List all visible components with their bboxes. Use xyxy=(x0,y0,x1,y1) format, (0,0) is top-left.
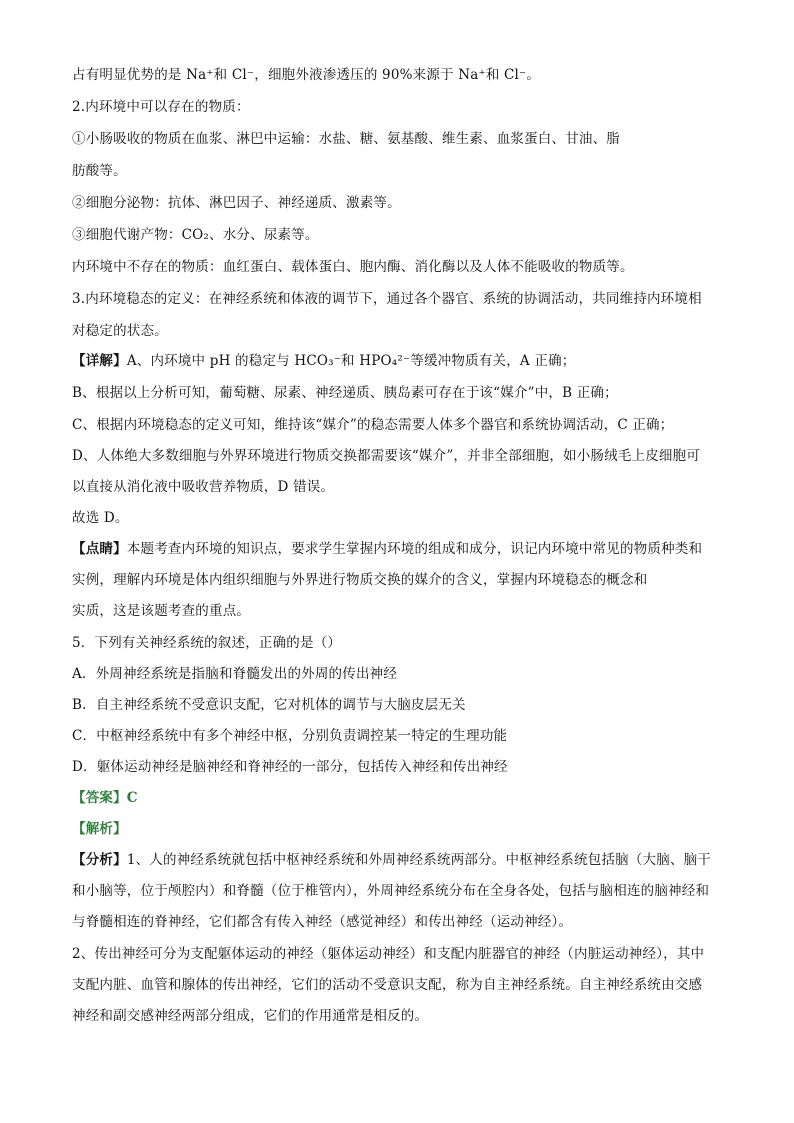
text-line: B、根据以上分析可知，葡萄糖、尿素、神经递质、胰岛素可存在于该“媒介”中，B 正确； xyxy=(72,385,618,401)
detail-line xyxy=(72,352,575,370)
option-a: A．外周神经系统是指脑和脊髓发出的外周的传出神经 xyxy=(72,666,398,682)
text-line: 实例，理解内环境是体内组织细胞与外界进行物质交换的媒介的含义，掌握内环境稳态的概念和 xyxy=(72,572,648,588)
text-line: 与脊髓相连的脊神经，它们都含有传入神经（感觉神经）和传出神经（运动神经）。 xyxy=(72,914,573,930)
text-line: ①小肠吸收的物质在血浆、淋巴中运输：水盐、糖、氨基酸、维生素、血浆蛋白、甘油、脂 xyxy=(72,131,620,147)
analysis-text: 1、人的神经系统就包括中枢神经系统和外周神经系统两部分。中枢神经系统包括脑（大脑、脑干 xyxy=(126,852,712,868)
section-heading: 3.内环境稳态的定义：在神经系统和体液的调节下，通过各个器官、系统的协调活动，共同维持内环境相 xyxy=(72,291,702,307)
text-line: ②细胞分泌物：抗体、淋巴因子、神经递质、激素等。 xyxy=(72,195,401,211)
option-c: C．中枢神经系统中有多个神经中枢，分别负责调控某一特定的生理功能 xyxy=(72,728,508,744)
analysis-tag: 【分析】 xyxy=(72,852,127,868)
text-line: 以直接从消化液中吸收营养物质，D 错误。 xyxy=(72,479,335,495)
comment-line xyxy=(72,540,702,558)
detail-text: A、内环境中 pH 的稳定与 HCO₃⁻和 HPO₄²⁻等缓冲物质有关，A 正确； xyxy=(126,353,576,369)
answer-label: 【答案】C xyxy=(72,790,138,806)
comment-text: 本题考查内环境的知识点，要求学生掌握内环境的组成和成分，识记内环境中常见的物质种类和 xyxy=(126,541,703,557)
text-line: 支配内脏、血管和腺体的传出神经，它们的活动不受意识支配，称为自主神经系统。自主神经系统由交感 xyxy=(72,977,703,993)
text-line: 神经和副交感神经两部分组成，它们的作用通常是相反的。 xyxy=(72,1008,429,1024)
text-line: D、人体绝大多数细胞与外界环境进行物质交换都需要该“媒介”，并非全部细胞，如小肠绒毛上皮细胞可 xyxy=(72,448,701,464)
text-line: 实质，这是该题考查的重点。 xyxy=(72,603,251,619)
analysis-label: 【解析】 xyxy=(72,821,127,837)
option-d: D．躯体运动神经是脑神经和脊神经的一部分，包括传入神经和传出神经 xyxy=(72,759,508,775)
comment-tag: 【点睛】 xyxy=(72,541,127,557)
option-b: B．自主神经系统不受意识支配，它对机体的调节与大脑皮层无关 xyxy=(72,697,466,713)
text-line: 故选 D。 xyxy=(72,510,129,526)
text-line: ③细胞代谢产物：CO₂、水分、尿素等。 xyxy=(72,227,319,243)
text-line: 内环境中不存在的物质：血红蛋白、载体蛋白、胞内酶、消化酶以及人体不能吸收的物质等。 xyxy=(72,259,634,275)
text-line: 和小脑等，位于颅腔内）和脊髓（位于椎管内），外周神经系统分布在全身各处，包括与脑相连的脑神经和 xyxy=(72,883,710,899)
text-line: C、根据内环境稳态的定义可知，维持该“媒介”的稳态需要人体多个器官和系统协调活动，C 正确； xyxy=(72,417,674,433)
text-line: 占有明显优势的是 Na⁺和 Cl⁻，细胞外液渗透压的 90%来源于 Na⁺和 Cl⁻。 xyxy=(72,67,541,83)
section-heading: 2.内环境中可以存在的物质： xyxy=(72,99,250,115)
question-stem: 5．下列有关神经系统的叙述，正确的是（） xyxy=(72,635,342,651)
text-line: 对稳定的状态。 xyxy=(72,323,168,339)
text-line: 肪酸等。 xyxy=(72,163,127,179)
analysis-line xyxy=(72,851,711,869)
detail-tag: 【详解】 xyxy=(72,353,127,369)
text-line: 2、传出神经可分为支配躯体运动的神经（躯体运动神经）和支配内脏器官的神经（内脏运动神经），其中 xyxy=(72,946,705,962)
